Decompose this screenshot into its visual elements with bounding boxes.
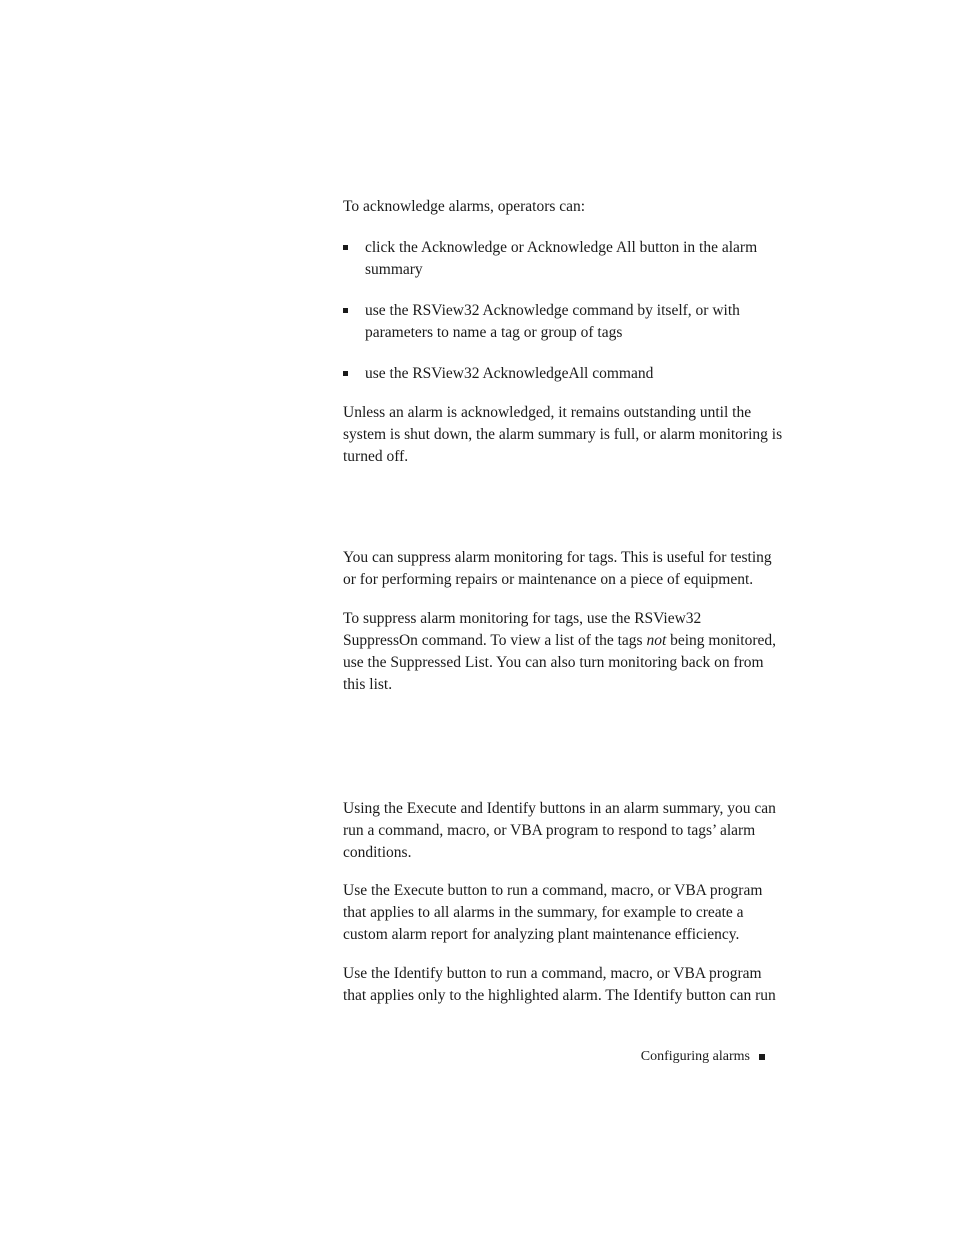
execute-para-2-line-1: Use the Execute button to run a command, macro, or VBA program: [343, 882, 763, 899]
execute-para-1: [343, 798, 813, 864]
suppress-para-1-line-1: You can suppress alarm monitoring for tags. This is useful for testing: [343, 549, 772, 566]
bullet-square-icon: [343, 371, 348, 376]
ack-closing-line-2: system is shut down, the alarm summary is full, or alarm monitoring is: [343, 426, 783, 443]
execute-para-2: [343, 880, 813, 946]
bullet-square-icon: [343, 308, 348, 313]
ack-bullet-2-line-1: use the RSView32 Acknowledge command by itself, or with: [365, 302, 740, 319]
ack-closing-line-1: Unless an alarm is acknowledged, it remains outstanding until the: [343, 404, 752, 421]
ack-bullet-2-line-2: parameters to name a tag or group of tags: [365, 324, 623, 341]
footer-square-icon: [759, 1054, 765, 1060]
ack-bullet-1-line-2: summary: [365, 261, 423, 278]
execute-para-1-line-2: run a command, macro, or VBA program to respond to tags’ alarm: [343, 822, 756, 839]
bullet-square-icon: [343, 245, 348, 250]
ack-bullet-3-text: [365, 363, 805, 385]
execute-para-3: [343, 963, 813, 1007]
suppress-para-2-line-3: use the Suppressed List. You can also turn monitoring back on from: [343, 654, 764, 671]
ack-bullet-1-line-1: click the Acknowledge or Acknowledge All button in the alarm: [365, 239, 758, 256]
ack-bullet-1-text: [365, 237, 805, 281]
footer-chapter-title: Configuring alarms: [640, 1049, 750, 1064]
execute-para-3-line-2: that applies only to the highlighted alarm. The Identify button can run: [343, 987, 776, 1004]
execute-para-2-line-2: that applies to all alarms in the summary, for example to create a: [343, 904, 744, 921]
execute-para-3-line-1: Use the Identify button to run a command, macro, or VBA program: [343, 965, 762, 982]
ack-intro: [343, 196, 813, 218]
execute-para-2-line-3: custom alarm report for analyzing plant maintenance efficiency.: [343, 926, 740, 943]
suppress-para-2: [343, 608, 813, 696]
ack-closing: [343, 402, 813, 468]
suppress-para-2-line-2-end: being monitored,: [666, 632, 777, 649]
suppress-para-2-line-2-start: SuppressOn command. To view a list of the tags: [343, 632, 647, 649]
execute-para-1-line-3: conditions.: [343, 844, 412, 861]
ack-closing-line-3: turned off.: [343, 448, 409, 465]
suppress-para-1-line-2: or for performing repairs or maintenance on a piece of equipment.: [343, 571, 754, 588]
suppress-para-2-emphasis: not: [646, 632, 667, 649]
ack-bullet-3-line-1: use the RSView32 AcknowledgeAll command: [365, 365, 654, 382]
ack-intro-text: To acknowledge alarms, operators can:: [343, 198, 586, 215]
ack-bullet-2-text: [365, 300, 805, 344]
execute-para-1-line-1: Using the Execute and Identify buttons in an alarm summary, you can: [343, 800, 776, 817]
suppress-para-2-line-4: this list.: [343, 676, 393, 693]
suppress-para-2-line-1: To suppress alarm monitoring for tags, use the RSView32: [343, 610, 702, 627]
suppress-para-1: [343, 547, 813, 591]
page-footer: [560, 1047, 765, 1067]
